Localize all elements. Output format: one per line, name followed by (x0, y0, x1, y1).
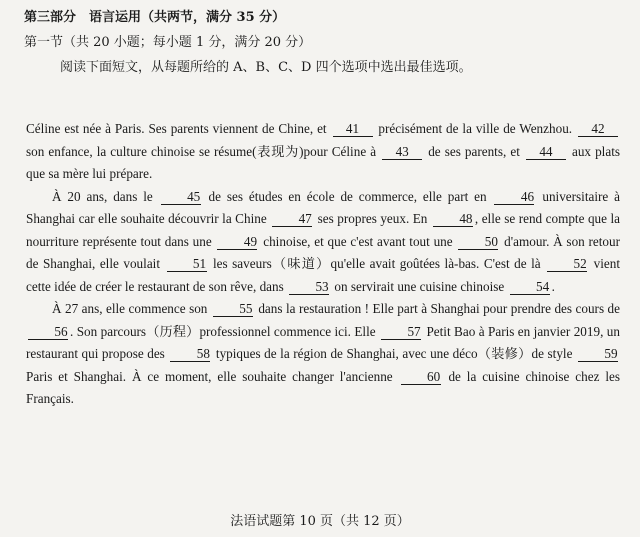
passage-text: de la cuisine chinoise chez les Français. (26, 368, 620, 406)
passage-text: typiques de la région de Shanghai, avec une déco（装修）de style (212, 346, 576, 361)
instruction-text: 阅读下面短文，从每题所给的 A、B、C、D 四个选项中选出最佳选项。 (60, 60, 472, 75)
passage-text: À 27 ans, elle commence son (52, 301, 211, 316)
blank-60[interactable]: 60 (401, 369, 441, 385)
passage-text: on servirait une cuisine chinoise (331, 278, 508, 294)
blank-45[interactable]: 45 (161, 189, 201, 205)
passage-text: Paris et Shanghai. À ce moment, elle souhaite changer l'ancienne (26, 368, 399, 384)
reading-passage (26, 118, 620, 411)
blank-57[interactable]: 57 (381, 324, 421, 340)
blank-48[interactable]: 48 (433, 211, 473, 227)
blank-52[interactable]: 52 (547, 256, 587, 272)
passage-text: À 20 ans, dans le (52, 188, 159, 204)
blank-56[interactable]: 56 (28, 324, 68, 340)
paragraph-3 (26, 298, 620, 411)
page-footer: 法语试题第 10 页（共 12 页） (230, 514, 410, 529)
blank-50[interactable]: 50 (458, 234, 498, 250)
passage-text: de ses parents, et (424, 143, 524, 159)
blank-47[interactable]: 47 (272, 211, 312, 227)
subsection-heading: 第一节（共 20 小题；每小题 1 分，满分 20 分） (24, 35, 312, 50)
blank-44[interactable]: 44 (526, 144, 566, 160)
blank-49[interactable]: 49 (217, 234, 257, 250)
passage-text: . (551, 278, 555, 294)
passage-text: Petit Bao à Paris en janvier 2019, un restaurant qui propose des (26, 323, 620, 361)
passage-text: ses propres yeux. En (314, 211, 431, 226)
blank-41[interactable]: 41 (333, 121, 373, 137)
blank-46[interactable]: 46 (494, 189, 534, 205)
blank-42[interactable]: 42 (578, 121, 618, 137)
passage-text: les saveurs（味道）qu'elle avait goûtées là-bas. C'est de là (208, 256, 546, 271)
passage-text: . Son parcours（历程）professionnel commence ici. Elle (70, 323, 380, 339)
passage-text: d'amour. À son retour de Shanghai, elle voulait (26, 233, 621, 271)
passage-text: aux plats que sa mère lui prépare. (26, 143, 620, 181)
blank-55[interactable]: 55 (213, 301, 253, 317)
blank-54[interactable]: 54 (510, 279, 550, 295)
paragraph-2 (26, 186, 620, 299)
passage-text: vient cette idée de créer le restaurant de son rêve, dans (26, 256, 621, 294)
blank-51[interactable]: 51 (167, 256, 207, 272)
passage-text: son enfance, la culture chinoise se résume(表现为)pour Céline à (26, 143, 381, 159)
blank-53[interactable]: 53 (289, 279, 329, 295)
section-heading: 第三部分 语言运用（共两节，满分 35 分） (24, 10, 286, 25)
paragraph-1 (26, 118, 620, 186)
blank-43[interactable]: 43 (382, 144, 422, 160)
passage-text: Céline est née à Paris. Ses parents viennent de Chine, et (26, 121, 331, 136)
passage-text: universitaire à Shanghai car elle souhaite découvrir la Chine (26, 188, 621, 226)
blank-58[interactable]: 58 (170, 346, 210, 362)
passage-text: chinoise, et que c'est avant tout une (259, 233, 457, 249)
passage-text: précisément de la ville de Wenzhou. (374, 121, 576, 136)
passage-text: , elle se rend compte que la nourriture représente tout dans une (26, 211, 620, 249)
blank-59[interactable]: 59 (578, 346, 618, 362)
passage-text: de ses études en école de commerce, elle part en (202, 188, 493, 204)
passage-text: dans la restauration ! Elle part à Shanghai pour prendre des cours de (254, 301, 620, 316)
